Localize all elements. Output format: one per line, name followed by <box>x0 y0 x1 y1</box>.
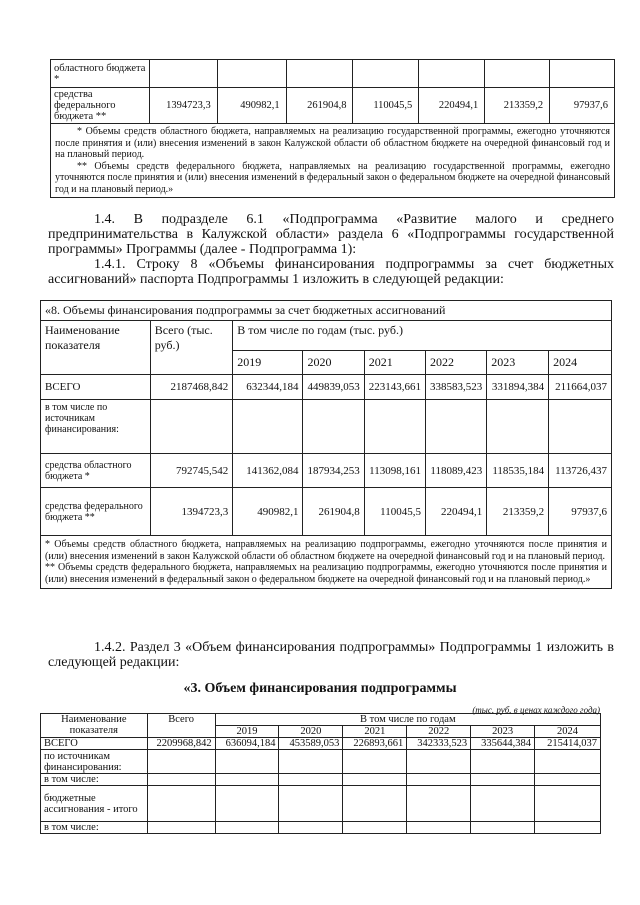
table-cell: 2187468,842 <box>150 375 233 400</box>
table-cell: 449839,053 <box>303 375 364 400</box>
table-row <box>41 774 601 786</box>
row-label: ВСЕГО <box>41 375 151 400</box>
table-cell: 141362,084 <box>233 454 303 488</box>
footnote-cell <box>51 124 615 198</box>
year-header: 2022 <box>425 351 486 375</box>
table-row <box>51 88 615 124</box>
table-cell: 632344,184 <box>233 375 303 400</box>
table-row <box>41 750 601 774</box>
table-cell: 213359,2 <box>487 488 549 536</box>
table-row <box>41 738 601 750</box>
year-header: 2021 <box>364 351 425 375</box>
year-header: 2024 <box>549 351 612 375</box>
year-header: 2020 <box>303 351 364 375</box>
row-label: в том числе: <box>41 822 148 834</box>
table-cell: 1394723,3 <box>150 488 233 536</box>
table-row <box>41 488 612 536</box>
table-cell: 213359,2 <box>485 88 550 124</box>
table-title: «8. Объемы финансирования подпрограммы за счет бюджетных ассигнований <box>41 301 612 321</box>
column-header-years-group: В том числе по годам <box>215 714 600 726</box>
table-cell: 792745,542 <box>150 454 233 488</box>
footnote-regional: * Объемы средств областного бюджета, направляемых на реализацию государственной программы, ежегодно уточняются после принятия и (или) внесения изменений в закон Калужской области об областном бюджете на очередной финансовый год и на плановый период. <box>55 126 610 160</box>
table-cell: 220494,1 <box>419 88 485 124</box>
units-note: (тыс. руб. в ценах каждого года) <box>472 705 600 715</box>
row-label: в том числе по источникам финансирования: <box>41 400 151 454</box>
table-cell: 338583,523 <box>425 375 486 400</box>
table-row <box>41 400 612 454</box>
table-cell: 342333,523 <box>407 738 471 750</box>
row-label-federal: средства федерального бюджета ** <box>51 88 150 124</box>
row-label: по источникам финансирования: <box>41 750 148 774</box>
table-cell: 211664,037 <box>549 375 612 400</box>
subprogram-funding-table <box>40 300 612 589</box>
table-cell: 220494,1 <box>425 488 486 536</box>
table-cell: 223143,661 <box>364 375 425 400</box>
table-cell: 97937,6 <box>550 88 615 124</box>
footnote-federal: ** Объемы средств федерального бюджета, направляемых на реализацию государственной программы, ежегодно уточняются после принятия и (или) внесения изменений в федеральный закон о федеральном бюджете на очередной финансовый год и на плановый период.» <box>55 160 610 195</box>
column-header-name: Наименование показателя <box>41 321 151 375</box>
row-label: средства областного бюджета * <box>41 454 151 488</box>
table-cell: 1394723,3 <box>149 88 217 124</box>
table-cell: 261904,8 <box>286 88 353 124</box>
column-header-total: Всего <box>147 714 215 738</box>
footnote-cell <box>41 536 612 589</box>
table-cell: 113098,161 <box>364 454 425 488</box>
table-cell: 113726,437 <box>549 454 612 488</box>
table-row <box>41 375 612 400</box>
table-cell: 261904,8 <box>303 488 364 536</box>
table-cell: 2209968,842 <box>147 738 215 750</box>
section-title: «3. Объем финансирования подпрограммы <box>183 681 457 696</box>
paragraph-1-4: 1.4. В подразделе 6.1 «Подпрограмма «Развитие малого и среднего предпринимательства в Калужской области» раздела 6 «Подпрограммы государственной программы» Программы (далее - Подпрограмма 1): <box>48 212 614 257</box>
paragraph-1-4-2: 1.4.2. Раздел 3 «Объем финансирования подпрограммы» Подпрограммы 1 изложить в следующей редакции: <box>48 640 614 670</box>
year-header: 2024 <box>535 726 601 738</box>
year-header: 2019 <box>215 726 279 738</box>
row-label: в том числе: <box>41 774 148 786</box>
column-header-name: Наименование показателя <box>41 714 148 738</box>
year-header: 2022 <box>407 726 471 738</box>
table-cell: 331894,384 <box>487 375 549 400</box>
table-cell: 110045,5 <box>364 488 425 536</box>
section3-funding-table <box>40 713 601 834</box>
year-header: 2020 <box>279 726 343 738</box>
column-header-years-group: В том числе по годам (тыс. руб.) <box>233 321 612 351</box>
table-cell: 118089,423 <box>425 454 486 488</box>
table-cell: 118535,184 <box>487 454 549 488</box>
table-cell: 110045,5 <box>353 88 419 124</box>
top-funding-table-fragment <box>50 59 615 198</box>
table-row <box>51 60 615 88</box>
row-label-regional: областного бюджета * <box>51 60 150 88</box>
table-row <box>41 454 612 488</box>
paragraph-1-4-1: 1.4.1. Строку 8 «Объемы финансирования подпрограммы за счет бюджетных ассигнований» паспорта Подпрограммы 1 изложить в следующей редакции: <box>48 257 614 287</box>
row-label: ВСЕГО <box>41 738 148 750</box>
footnote-federal: ** Объемы средств федерального бюджета, направляемых на реализацию подпрограммы, ежегодно уточняются после принятия и (или) внесения изменений в федеральный закон о федеральном бюджете на очередной финансовый год и на плановый период.» <box>45 562 607 585</box>
table-cell: 97937,6 <box>549 488 612 536</box>
row-label: средства федерального бюджета ** <box>41 488 151 536</box>
table-row <box>41 822 601 834</box>
table-cell: 335644,384 <box>471 738 535 750</box>
table-row <box>41 536 612 589</box>
year-header: 2019 <box>233 351 303 375</box>
footnote-regional: * Объемы средств областного бюджета, направляемых на реализацию подпрограммы, ежегодно уточняются после принятия и (или) внесения изменений в закон Калужской области об областном бюджете на очередной финансовый год и на плановый период. <box>45 539 607 562</box>
table-cell: 187934,253 <box>303 454 364 488</box>
table-cell: 215414,037 <box>535 738 601 750</box>
row-label: бюджетные ассигнования - итого <box>41 786 148 822</box>
table-row <box>51 124 615 198</box>
table-cell: 636094,184 <box>215 738 279 750</box>
table-cell: 453589,053 <box>279 738 343 750</box>
table-cell: 490982,1 <box>217 88 286 124</box>
year-header: 2023 <box>471 726 535 738</box>
table-cell: 226893,661 <box>343 738 407 750</box>
column-header-total: Всего (тыс. руб.) <box>150 321 233 375</box>
table-cell: 490982,1 <box>233 488 303 536</box>
year-header: 2023 <box>487 351 549 375</box>
year-header: 2021 <box>343 726 407 738</box>
table-row <box>41 786 601 822</box>
